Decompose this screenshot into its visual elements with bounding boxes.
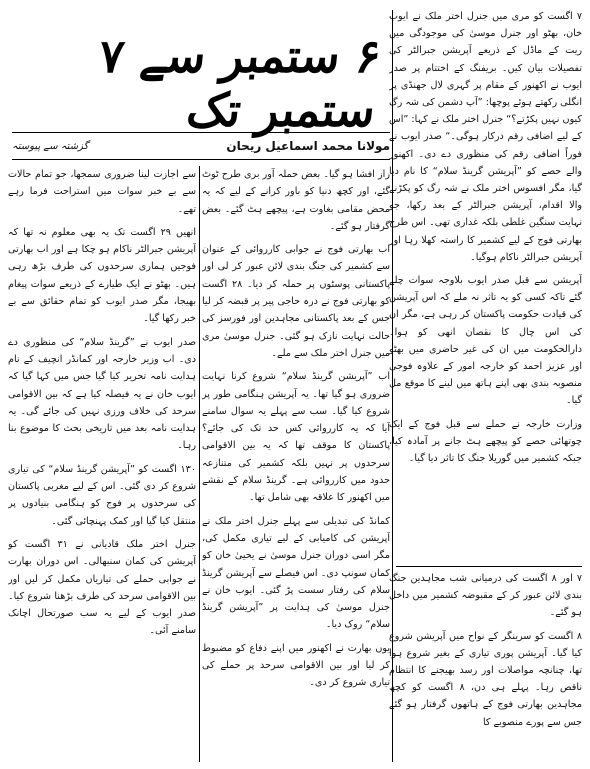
body-paragraph: انھیں ۲۹ اگست تک یہ بھی معلوم نہ تھا کہ آپریشن جبرالٹر ناکام ہو چکا ہے اور اب بھارتی فوجیں ہماری سرحدوں کی طرف بڑھ رہی ہیں۔ بھٹو نے ایک طیارے کے ذریعے سوات پیغام بھیجا، مگر صدر ایوب کو تمام حقائق سے بے خبر رکھا گیا۔	[8, 226, 196, 325]
continuation-label: گزشتہ سے پیوستہ	[12, 140, 89, 152]
body-paragraph: ۱۳۰ اگست کو ”آپریشن گرینڈ سلام“ کی تیاری شروع کر دی گئی۔ اس کے لیے مغربی پاکستان کی سرحدوں پر فوج کو ہنگامی بنیادوں پر منتقل کیا گیا اور کمک پہنچائی گئی۔	[8, 463, 196, 527]
author-name: مولانا محمد اسماعیل ریحان	[226, 139, 390, 153]
body-paragraph: کمانڈ کی تبدیلی سے پہلے جنرل اختر ملک نے آپریشن کی کامیابی کے لیے تیاری مکمل کی، مگر اسی دوران جنرل موسیٰ نے یحییٰ خان کو کمان سونپ دی۔ اس فیصلے سے آپریشن گرینڈ سلام کی رفتار سست پڑ گئی۔ ایوب خان نے جنرل موسیٰ کی ہدایت پر ”آپریشن گرینڈ سلام“ روک دیا۔	[202, 515, 390, 631]
body-paragraph: اب ”آپریشن گرینڈ سلام“ شروع کرنا نہایت ضروری ہو گیا تھا۔ یہ آپریشن ہنگامی طور پر شروع کیا گیا۔ سب سے پہلے یہ سوال سامنے آیا کہ یہ کارروائی کس حد تک کی جائے؟ پاکستان کا موقف تھا کہ یہ بین الاقوامی سرحدوں پر نہیں بلکہ کشمیر کی متنازعہ حدود میں کارروائی ہے۔ گرینڈ سلام کے نقشے میں اکھنور کا علاقہ بھی شامل تھا۔	[202, 371, 390, 504]
body-paragraph: صدر ایوب نے ”گرینڈ سلام“ کی منظوری دے دی۔ اب وزیر خارجہ اور کمانڈر انچیف کے نام ہدایت نامہ تحریر کیا گیا جس میں کہا گیا کہ ایوب خان نے یہ فیصلہ کیا ہے کہ بین الاقوامی سرحد کی خلاف ورزی نہیں کی جائے گی۔ یہ ہدایت نامہ بعد میں تاریخی بحث کا موضوع بنا رہا۔	[8, 336, 196, 452]
divider	[12, 159, 390, 160]
body-paragraph: سے اجازت لینا ضروری سمجھا، جو تمام حالات سے بے خبر سوات میں استراحت فرما رہے تھے۔	[8, 169, 196, 215]
body-paragraph: جنرل اختر ملک قادیانی نے ۳۱ اگست کو آپریشن کی کمان سنبھالی۔ اس دوران بھارت نے جوابی حملے کی تیاریاں مکمل کر لیں اور بین الاقوامی سرحد کی طرف بڑھنا شروع کیا۔ صدر ایوب کے لیے یہ سب صورتحال اچانک سامنے آئی۔	[8, 538, 196, 637]
left-column	[8, 166, 196, 761]
divider	[12, 132, 390, 133]
column-divider	[199, 166, 200, 762]
intro-column	[389, 8, 582, 564]
middle-column	[202, 166, 390, 761]
intro-paragraph: ۷ اگست کو مری میں جنرل اختر ملک نے ایوب خان، بھٹو اور جنرل موسیٰ کی موجودگی میں ریت کے ماڈل کے ذریعے آپریشن جبرالٹر کی تفصیلات بیان کیں۔ بریفنگ کے اختتام پر صدر ایوب نے اکھنور کے مقام پر گہری لال جھنڈی پر انگلی رکھتے ہوئے پوچھا: ”آپ دشمن کی شہ رگ کیوں نہیں پکڑتے؟“ جنرل اختر ملک نے کہا: ”اس کے لیے اضافی رقم درکار ہوگی۔“ صدر ایوب نے فوراً اضافی رقم کی منظوری دے دی۔ اکھنور والے حصے کو ”آپریشن گرینڈ سلام“ کا نام دیا گیا، مگر افسوس اختر ملک نے شہ رگ کو پکڑنے والا اقدام، آپریشن جبرالٹر کے بعد رکھا، جو نہایت سنگین غلطی بلکہ غداری تھی۔ اس طرح بھارتی فوج کے لیے کشمیر کا راستہ کھلا رہا اور آپریشن جبرالٹر ناکام ہوگیا۔	[389, 11, 582, 263]
body-paragraph: ۸ اگست کو سرینگر کے نواح میں آپریشن شروع کیا گیا۔ آپریشن پوری تیاری کے بغیر شروع ہوا تھا، چنانچہ مواصلات اور رسد بھیجنے کا انتظام ناقص رہا۔ پہلے ہی دن، ۸ اگست کو کچھ مجاہدین بھارتی فوج کے ہاتھوں گرفتار ہو گئے جس سے پورے منصوبے کا	[389, 630, 582, 728]
intro-paragraph: وزارت خارجہ نے حملے سے قبل فوج کے ایک چوتھائی حصے کو پیچھے ہٹ جانے پر آمادہ کیا، جبکہ کشمیر میں گوریلا جنگ کا تاثر دیا گیا۔	[389, 418, 582, 465]
byline-row	[12, 136, 390, 156]
divider	[396, 566, 582, 567]
article-headline: ۶ ستمبر سے ۷ ستمبر تک	[96, 29, 384, 137]
body-paragraph: اب بھارتی فوج نے جوابی کارروائی کے عنوان سے کشمیر کی جنگ بندی لائن عبور کر لی اور پاکستانی پوسٹوں پر حملہ کر دیا۔ ۲۸ اگست کو بھارتی فوج نے درہ حاجی پیر پر قبضہ کر لیا جس کے بعد پاکستانی مجاہدین اور فورسز کی حالت نہایت نازک ہو گئی۔ جنرل موسیٰ مری میں جنرل اختر ملک سے ملے۔	[202, 244, 390, 359]
body-paragraph: یوں بھارت نے اکھنور میں اپنے دفاع کو مضبوط کر لیا اور بین الاقوامی سرحد پر حملے کی تیاری شروع کر دی۔	[202, 642, 390, 689]
body-paragraph: راز افشا ہو گیا۔ بعض حملہ آور بری طرح ٹوٹ گئے، اور کچھ دنیا کو باور کرانے کے لیے کہ یہ محض مقامی بغاوت ہے، پیچھے ہٹ گئے۔ بعض گرفتار ہو گئے۔	[202, 169, 390, 232]
lower-right-column	[389, 570, 582, 762]
intro-paragraph: آپریشن سے قبل صدر ایوب بلاوجہ سوات چلے گئے تاکہ کسی کو یہ تاثر نہ ملے کہ اس آپریشن کی قیادت حکومت پاکستان کر رہی ہے، مگر ان کی اس چال کا نقصان انھی کو ہوا۔ دارالحکومت میں ان کی غیر حاضری میں بھٹو اور عزیز احمد کو خارجہ امور کے علاوہ فوجی منصوبہ بندی بھی اپنے ہاتھ میں لینے کا موقع مل گیا۔	[389, 275, 582, 407]
body-paragraph: ۷ اور ۸ اگست کی درمیانی شب مجاہدین جنگ بندی لائن عبور کر کے مقبوضہ کشمیر میں داخل ہو گئے۔	[389, 573, 582, 619]
